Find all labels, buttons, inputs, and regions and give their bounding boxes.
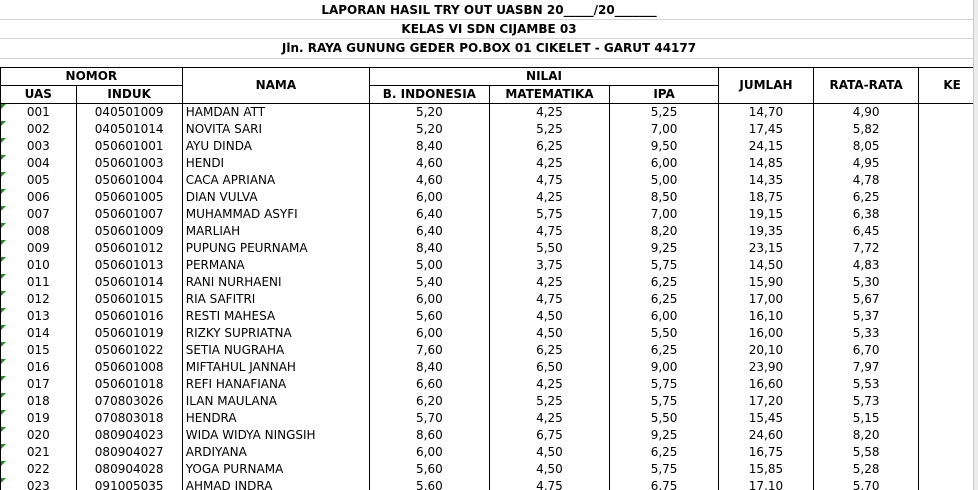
uas-cell[interactable]: 016 <box>1 359 77 376</box>
jumlah-cell[interactable]: 17,00 <box>719 291 814 308</box>
keterangan-cell[interactable] <box>919 206 978 223</box>
jumlah-cell[interactable]: 18,75 <box>719 189 814 206</box>
ipa-cell[interactable]: 6,25 <box>610 291 719 308</box>
matematika-cell[interactable]: 4,25 <box>489 410 609 427</box>
keterangan-cell[interactable] <box>919 155 978 172</box>
jumlah-cell[interactable]: 19,35 <box>719 223 814 240</box>
scrollbar[interactable] <box>973 0 978 490</box>
rata-rata-cell[interactable]: 5,53 <box>813 376 918 393</box>
induk-cell[interactable]: 050601013 <box>76 257 182 274</box>
jumlah-cell[interactable]: 15,45 <box>719 410 814 427</box>
rata-rata-cell[interactable]: 4,83 <box>813 257 918 274</box>
ipa-cell[interactable]: 5,75 <box>610 393 719 410</box>
keterangan-cell[interactable] <box>919 410 978 427</box>
induk-cell[interactable]: 070803018 <box>76 410 182 427</box>
header-nama: NAMA <box>182 68 369 104</box>
matematika-cell[interactable]: 4,50 <box>489 325 609 342</box>
jumlah-cell[interactable]: 23,90 <box>719 359 814 376</box>
b-indonesia-cell[interactable]: 6,00 <box>370 444 490 461</box>
b-indonesia-cell[interactable]: 5,00 <box>370 257 490 274</box>
nama-cell[interactable]: HENDRA <box>182 410 369 427</box>
ipa-cell[interactable]: 5,75 <box>610 257 719 274</box>
keterangan-cell[interactable] <box>919 427 978 444</box>
uas-cell[interactable]: 023 <box>1 478 77 490</box>
b-indonesia-cell[interactable]: 5,70 <box>370 410 490 427</box>
jumlah-cell[interactable]: 16,00 <box>719 325 814 342</box>
rata-rata-cell[interactable]: 6,45 <box>813 223 918 240</box>
table-row <box>1 274 978 291</box>
keterangan-cell[interactable] <box>919 461 978 478</box>
ipa-cell[interactable]: 5,75 <box>610 376 719 393</box>
jumlah-cell[interactable]: 15,90 <box>719 274 814 291</box>
b-indonesia-cell[interactable]: 8,40 <box>370 240 490 257</box>
b-indonesia-cell[interactable]: 5,40 <box>370 274 490 291</box>
rata-rata-cell[interactable]: 5,37 <box>813 308 918 325</box>
table-row <box>1 104 978 122</box>
header-rata-rata: RATA-RATA <box>813 68 918 104</box>
uas-cell[interactable]: 004 <box>1 155 77 172</box>
uas-cell[interactable]: 019 <box>1 410 77 427</box>
table-row <box>1 121 978 138</box>
rata-rata-cell[interactable]: 5,67 <box>813 291 918 308</box>
induk-cell[interactable]: 050601003 <box>76 155 182 172</box>
b-indonesia-cell[interactable]: 6,00 <box>370 291 490 308</box>
matematika-cell[interactable]: 5,25 <box>489 393 609 410</box>
header-induk: INDUK <box>76 86 182 104</box>
table-row <box>1 376 978 393</box>
header-keterangan: KE <box>919 68 978 104</box>
nama-cell[interactable]: DIAN VULVA <box>182 189 369 206</box>
table-row <box>1 223 978 240</box>
matematika-cell[interactable]: 4,75 <box>489 223 609 240</box>
uas-cell[interactable]: 007 <box>1 206 77 223</box>
rata-rata-cell[interactable]: 5,82 <box>813 121 918 138</box>
keterangan-cell[interactable] <box>919 376 978 393</box>
nama-cell[interactable]: PUPUNG PEURNAMA <box>182 240 369 257</box>
b-indonesia-cell[interactable]: 4,60 <box>370 172 490 189</box>
ipa-cell[interactable]: 9,00 <box>610 359 719 376</box>
table-row <box>1 155 978 172</box>
table-row <box>1 325 978 342</box>
uas-cell[interactable]: 012 <box>1 291 77 308</box>
nama-cell[interactable]: HENDI <box>182 155 369 172</box>
matematika-cell[interactable]: 6,50 <box>489 359 609 376</box>
uas-cell[interactable]: 002 <box>1 121 77 138</box>
school-address: Jln. RAYA GUNUNG GEDER PO.BOX 01 CIKELET - GARUT 44177 <box>281 41 697 55</box>
ipa-cell[interactable]: 9,50 <box>610 138 719 155</box>
uas-cell[interactable]: 011 <box>1 274 77 291</box>
ipa-cell[interactable]: 8,50 <box>610 189 719 206</box>
jumlah-cell[interactable]: 17,10 <box>719 478 814 490</box>
ipa-cell[interactable]: 5,50 <box>610 325 719 342</box>
nama-cell[interactable]: ILAN MAULANA <box>182 393 369 410</box>
jumlah-cell[interactable]: 24,15 <box>719 138 814 155</box>
b-indonesia-cell[interactable]: 6,40 <box>370 206 490 223</box>
matematika-cell[interactable]: 6,25 <box>489 342 609 359</box>
table-row <box>1 172 978 189</box>
school-name: KELAS VI SDN CIJAMBE 03 <box>401 22 577 36</box>
jumlah-cell[interactable]: 17,20 <box>719 393 814 410</box>
table-row <box>1 410 978 427</box>
header-ipa: IPA <box>610 86 719 104</box>
nama-cell[interactable]: REFI HANAFIANA <box>182 376 369 393</box>
jumlah-cell[interactable]: 14,35 <box>719 172 814 189</box>
induk-cell[interactable]: 050601016 <box>76 308 182 325</box>
induk-cell[interactable]: 040501009 <box>76 104 182 122</box>
induk-cell[interactable]: 050601022 <box>76 342 182 359</box>
ipa-cell[interactable]: 5,50 <box>610 410 719 427</box>
table-row <box>1 342 978 359</box>
keterangan-cell[interactable] <box>919 138 978 155</box>
matematika-cell[interactable]: 5,75 <box>489 206 609 223</box>
jumlah-cell[interactable]: 23,15 <box>719 240 814 257</box>
matematika-cell[interactable]: 4,25 <box>489 376 609 393</box>
table-row <box>1 308 978 325</box>
keterangan-cell[interactable] <box>919 172 978 189</box>
induk-cell[interactable]: 050601014 <box>76 274 182 291</box>
table-row <box>1 291 978 308</box>
matematika-cell[interactable]: 5,25 <box>489 121 609 138</box>
keterangan-cell[interactable] <box>919 274 978 291</box>
jumlah-cell[interactable]: 14,85 <box>719 155 814 172</box>
table-row <box>1 359 978 376</box>
induk-cell[interactable]: 050601009 <box>76 223 182 240</box>
b-indonesia-cell[interactable]: 4,60 <box>370 155 490 172</box>
ipa-cell[interactable]: 9,25 <box>610 427 719 444</box>
jumlah-cell[interactable]: 16,10 <box>719 308 814 325</box>
induk-cell[interactable]: 050601007 <box>76 206 182 223</box>
jumlah-cell[interactable]: 16,75 <box>719 444 814 461</box>
b-indonesia-cell[interactable]: 5,60 <box>370 461 490 478</box>
b-indonesia-cell[interactable]: 5,20 <box>370 121 490 138</box>
header-b-indonesia: B. INDONESIA <box>370 86 490 104</box>
induk-cell[interactable]: 050601004 <box>76 172 182 189</box>
uas-cell[interactable]: 022 <box>1 461 77 478</box>
header-matematika: MATEMATIKA <box>489 86 609 104</box>
rata-rata-cell[interactable]: 8,05 <box>813 138 918 155</box>
ipa-cell[interactable]: 6,75 <box>610 478 719 490</box>
matematika-cell[interactable]: 6,25 <box>489 138 609 155</box>
b-indonesia-cell[interactable]: 7,60 <box>370 342 490 359</box>
b-indonesia-cell[interactable]: 5,20 <box>370 104 490 122</box>
keterangan-cell[interactable] <box>919 325 978 342</box>
keterangan-cell[interactable] <box>919 189 978 206</box>
rata-rata-cell[interactable]: 4,78 <box>813 172 918 189</box>
nama-cell[interactable]: RIZKY SUPRIATNA <box>182 325 369 342</box>
b-indonesia-cell[interactable]: 8,60 <box>370 427 490 444</box>
induk-cell[interactable]: 080904028 <box>76 461 182 478</box>
matematika-cell[interactable]: 4,25 <box>489 189 609 206</box>
jumlah-cell[interactable]: 15,85 <box>719 461 814 478</box>
induk-cell[interactable]: 050601005 <box>76 189 182 206</box>
uas-cell[interactable]: 021 <box>1 444 77 461</box>
ipa-cell[interactable]: 6,25 <box>610 274 719 291</box>
nama-cell[interactable]: RIA SAFITRI <box>182 291 369 308</box>
induk-cell[interactable]: 050601018 <box>76 376 182 393</box>
matematika-cell[interactable]: 4,25 <box>489 274 609 291</box>
matematika-cell[interactable]: 6,75 <box>489 427 609 444</box>
induk-cell[interactable]: 070803026 <box>76 393 182 410</box>
matematika-cell[interactable]: 4,75 <box>489 172 609 189</box>
matematika-cell[interactable]: 4,25 <box>489 155 609 172</box>
matematika-cell[interactable]: 4,75 <box>489 291 609 308</box>
matematika-cell[interactable]: 4,50 <box>489 461 609 478</box>
uas-cell[interactable]: 020 <box>1 427 77 444</box>
table-row <box>1 478 978 490</box>
header-uas: UAS <box>1 86 77 104</box>
keterangan-cell[interactable] <box>919 257 978 274</box>
nama-cell[interactable]: SETIA NUGRAHA <box>182 342 369 359</box>
nama-cell[interactable]: CACA APRIANA <box>182 172 369 189</box>
keterangan-cell[interactable] <box>919 308 978 325</box>
jumlah-cell[interactable]: 16,60 <box>719 376 814 393</box>
nama-cell[interactable]: NOVITA SARI <box>182 121 369 138</box>
rata-rata-cell[interactable]: 4,95 <box>813 155 918 172</box>
b-indonesia-cell[interactable]: 6,00 <box>370 325 490 342</box>
nama-cell[interactable]: ARDIYANA <box>182 444 369 461</box>
score-table <box>0 67 978 490</box>
keterangan-cell[interactable] <box>919 291 978 308</box>
ipa-cell[interactable]: 5,75 <box>610 461 719 478</box>
rata-rata-cell[interactable]: 5,30 <box>813 274 918 291</box>
nama-cell[interactable]: WIDA WIDYA NINGSIH <box>182 427 369 444</box>
rata-rata-cell[interactable]: 5,73 <box>813 393 918 410</box>
rata-rata-cell[interactable]: 8,20 <box>813 427 918 444</box>
keterangan-cell[interactable] <box>919 223 978 240</box>
matematika-cell[interactable]: 5,50 <box>489 240 609 257</box>
jumlah-cell[interactable]: 20,10 <box>719 342 814 359</box>
ipa-cell[interactable]: 9,25 <box>610 240 719 257</box>
b-indonesia-cell[interactable]: 5,60 <box>370 308 490 325</box>
ipa-cell[interactable]: 6,00 <box>610 155 719 172</box>
table-row <box>1 444 978 461</box>
keterangan-cell[interactable] <box>919 121 978 138</box>
b-indonesia-cell[interactable]: 6,00 <box>370 189 490 206</box>
ipa-cell[interactable]: 6,00 <box>610 308 719 325</box>
rata-rata-cell[interactable]: 5,70 <box>813 478 918 490</box>
ipa-cell[interactable]: 5,25 <box>610 104 719 122</box>
keterangan-cell[interactable] <box>919 240 978 257</box>
jumlah-cell[interactable]: 24,60 <box>719 427 814 444</box>
induk-cell[interactable]: 050601019 <box>76 325 182 342</box>
ipa-cell[interactable]: 5,00 <box>610 172 719 189</box>
ipa-cell[interactable]: 6,25 <box>610 444 719 461</box>
matematika-cell[interactable]: 4,75 <box>489 478 609 490</box>
matematika-cell[interactable]: 4,25 <box>489 104 609 122</box>
uas-cell[interactable]: 006 <box>1 189 77 206</box>
keterangan-cell[interactable] <box>919 444 978 461</box>
uas-cell[interactable]: 018 <box>1 393 77 410</box>
rata-rata-cell[interactable]: 5,33 <box>813 325 918 342</box>
ipa-cell[interactable]: 7,00 <box>610 121 719 138</box>
induk-cell[interactable]: 050601015 <box>76 291 182 308</box>
b-indonesia-cell[interactable]: 6,20 <box>370 393 490 410</box>
keterangan-cell[interactable] <box>919 393 978 410</box>
uas-cell[interactable]: 008 <box>1 223 77 240</box>
keterangan-cell[interactable] <box>919 104 978 122</box>
induk-cell[interactable]: 050601001 <box>76 138 182 155</box>
table-row <box>1 461 978 478</box>
uas-cell[interactable]: 010 <box>1 257 77 274</box>
b-indonesia-cell[interactable]: 6,60 <box>370 376 490 393</box>
rata-rata-cell[interactable]: 5,15 <box>813 410 918 427</box>
jumlah-cell[interactable]: 14,50 <box>719 257 814 274</box>
induk-cell[interactable]: 080904023 <box>76 427 182 444</box>
induk-cell[interactable]: 080904027 <box>76 444 182 461</box>
nama-cell[interactable]: RESTI MAHESA <box>182 308 369 325</box>
table-row <box>1 427 978 444</box>
uas-cell[interactable]: 005 <box>1 172 77 189</box>
ipa-cell[interactable]: 8,20 <box>610 223 719 240</box>
uas-cell[interactable]: 009 <box>1 240 77 257</box>
rata-rata-cell[interactable]: 6,70 <box>813 342 918 359</box>
report-title: LAPORAN HASIL TRY OUT UASBN 20_____/20_______ <box>321 3 657 17</box>
uas-cell[interactable]: 003 <box>1 138 77 155</box>
nama-cell[interactable]: HAMDAN ATT <box>182 104 369 122</box>
uas-cell[interactable]: 017 <box>1 376 77 393</box>
nama-cell[interactable]: AHMAD INDRA <box>182 478 369 490</box>
nama-cell[interactable]: YOGA PURNAMA <box>182 461 369 478</box>
table-row <box>1 138 978 155</box>
matematika-cell[interactable]: 4,50 <box>489 444 609 461</box>
table-row <box>1 189 978 206</box>
nama-cell[interactable]: RANI NURHAENI <box>182 274 369 291</box>
table-row <box>1 257 978 274</box>
jumlah-cell[interactable]: 17,45 <box>719 121 814 138</box>
header-nilai: NILAI <box>370 68 719 86</box>
uas-cell[interactable]: 014 <box>1 325 77 342</box>
uas-cell[interactable]: 001 <box>1 104 77 122</box>
b-indonesia-cell[interactable]: 8,40 <box>370 359 490 376</box>
induk-cell[interactable]: 040501014 <box>76 121 182 138</box>
rata-rata-cell[interactable]: 6,38 <box>813 206 918 223</box>
b-indonesia-cell[interactable]: 6,40 <box>370 223 490 240</box>
nama-cell[interactable]: MIFTAHUL JANNAH <box>182 359 369 376</box>
nama-cell[interactable]: PERMANA <box>182 257 369 274</box>
table-row <box>1 206 978 223</box>
header-nomor: NOMOR <box>1 68 183 86</box>
table-body <box>1 104 978 490</box>
keterangan-cell[interactable] <box>919 342 978 359</box>
uas-cell[interactable]: 015 <box>1 342 77 359</box>
matematika-cell[interactable]: 3,75 <box>489 257 609 274</box>
rata-rata-cell[interactable]: 7,72 <box>813 240 918 257</box>
nama-cell[interactable]: MARLIAH <box>182 223 369 240</box>
nama-cell[interactable]: AYU DINDA <box>182 138 369 155</box>
rata-rata-cell[interactable]: 6,25 <box>813 189 918 206</box>
induk-cell[interactable]: 050601012 <box>76 240 182 257</box>
rata-rata-cell[interactable]: 5,58 <box>813 444 918 461</box>
keterangan-cell[interactable] <box>919 478 978 490</box>
b-indonesia-cell[interactable]: 8,40 <box>370 138 490 155</box>
induk-cell[interactable]: 050601008 <box>76 359 182 376</box>
header-jumlah: JUMLAH <box>719 68 814 104</box>
ipa-cell[interactable]: 7,00 <box>610 206 719 223</box>
rata-rata-cell[interactable]: 7,97 <box>813 359 918 376</box>
rata-rata-cell[interactable]: 5,28 <box>813 461 918 478</box>
table-row <box>1 393 978 410</box>
uas-cell[interactable]: 013 <box>1 308 77 325</box>
induk-cell[interactable]: 091005035 <box>76 478 182 490</box>
jumlah-cell[interactable]: 19,15 <box>719 206 814 223</box>
ipa-cell[interactable]: 6,25 <box>610 342 719 359</box>
table-row <box>1 240 978 257</box>
keterangan-cell[interactable] <box>919 359 978 376</box>
gridline <box>0 58 978 59</box>
jumlah-cell[interactable]: 14,70 <box>719 104 814 122</box>
rata-rata-cell[interactable]: 4,90 <box>813 104 918 122</box>
b-indonesia-cell[interactable]: 5,60 <box>370 478 490 490</box>
nama-cell[interactable]: MUHAMMAD ASYFI <box>182 206 369 223</box>
matematika-cell[interactable]: 4,50 <box>489 308 609 325</box>
